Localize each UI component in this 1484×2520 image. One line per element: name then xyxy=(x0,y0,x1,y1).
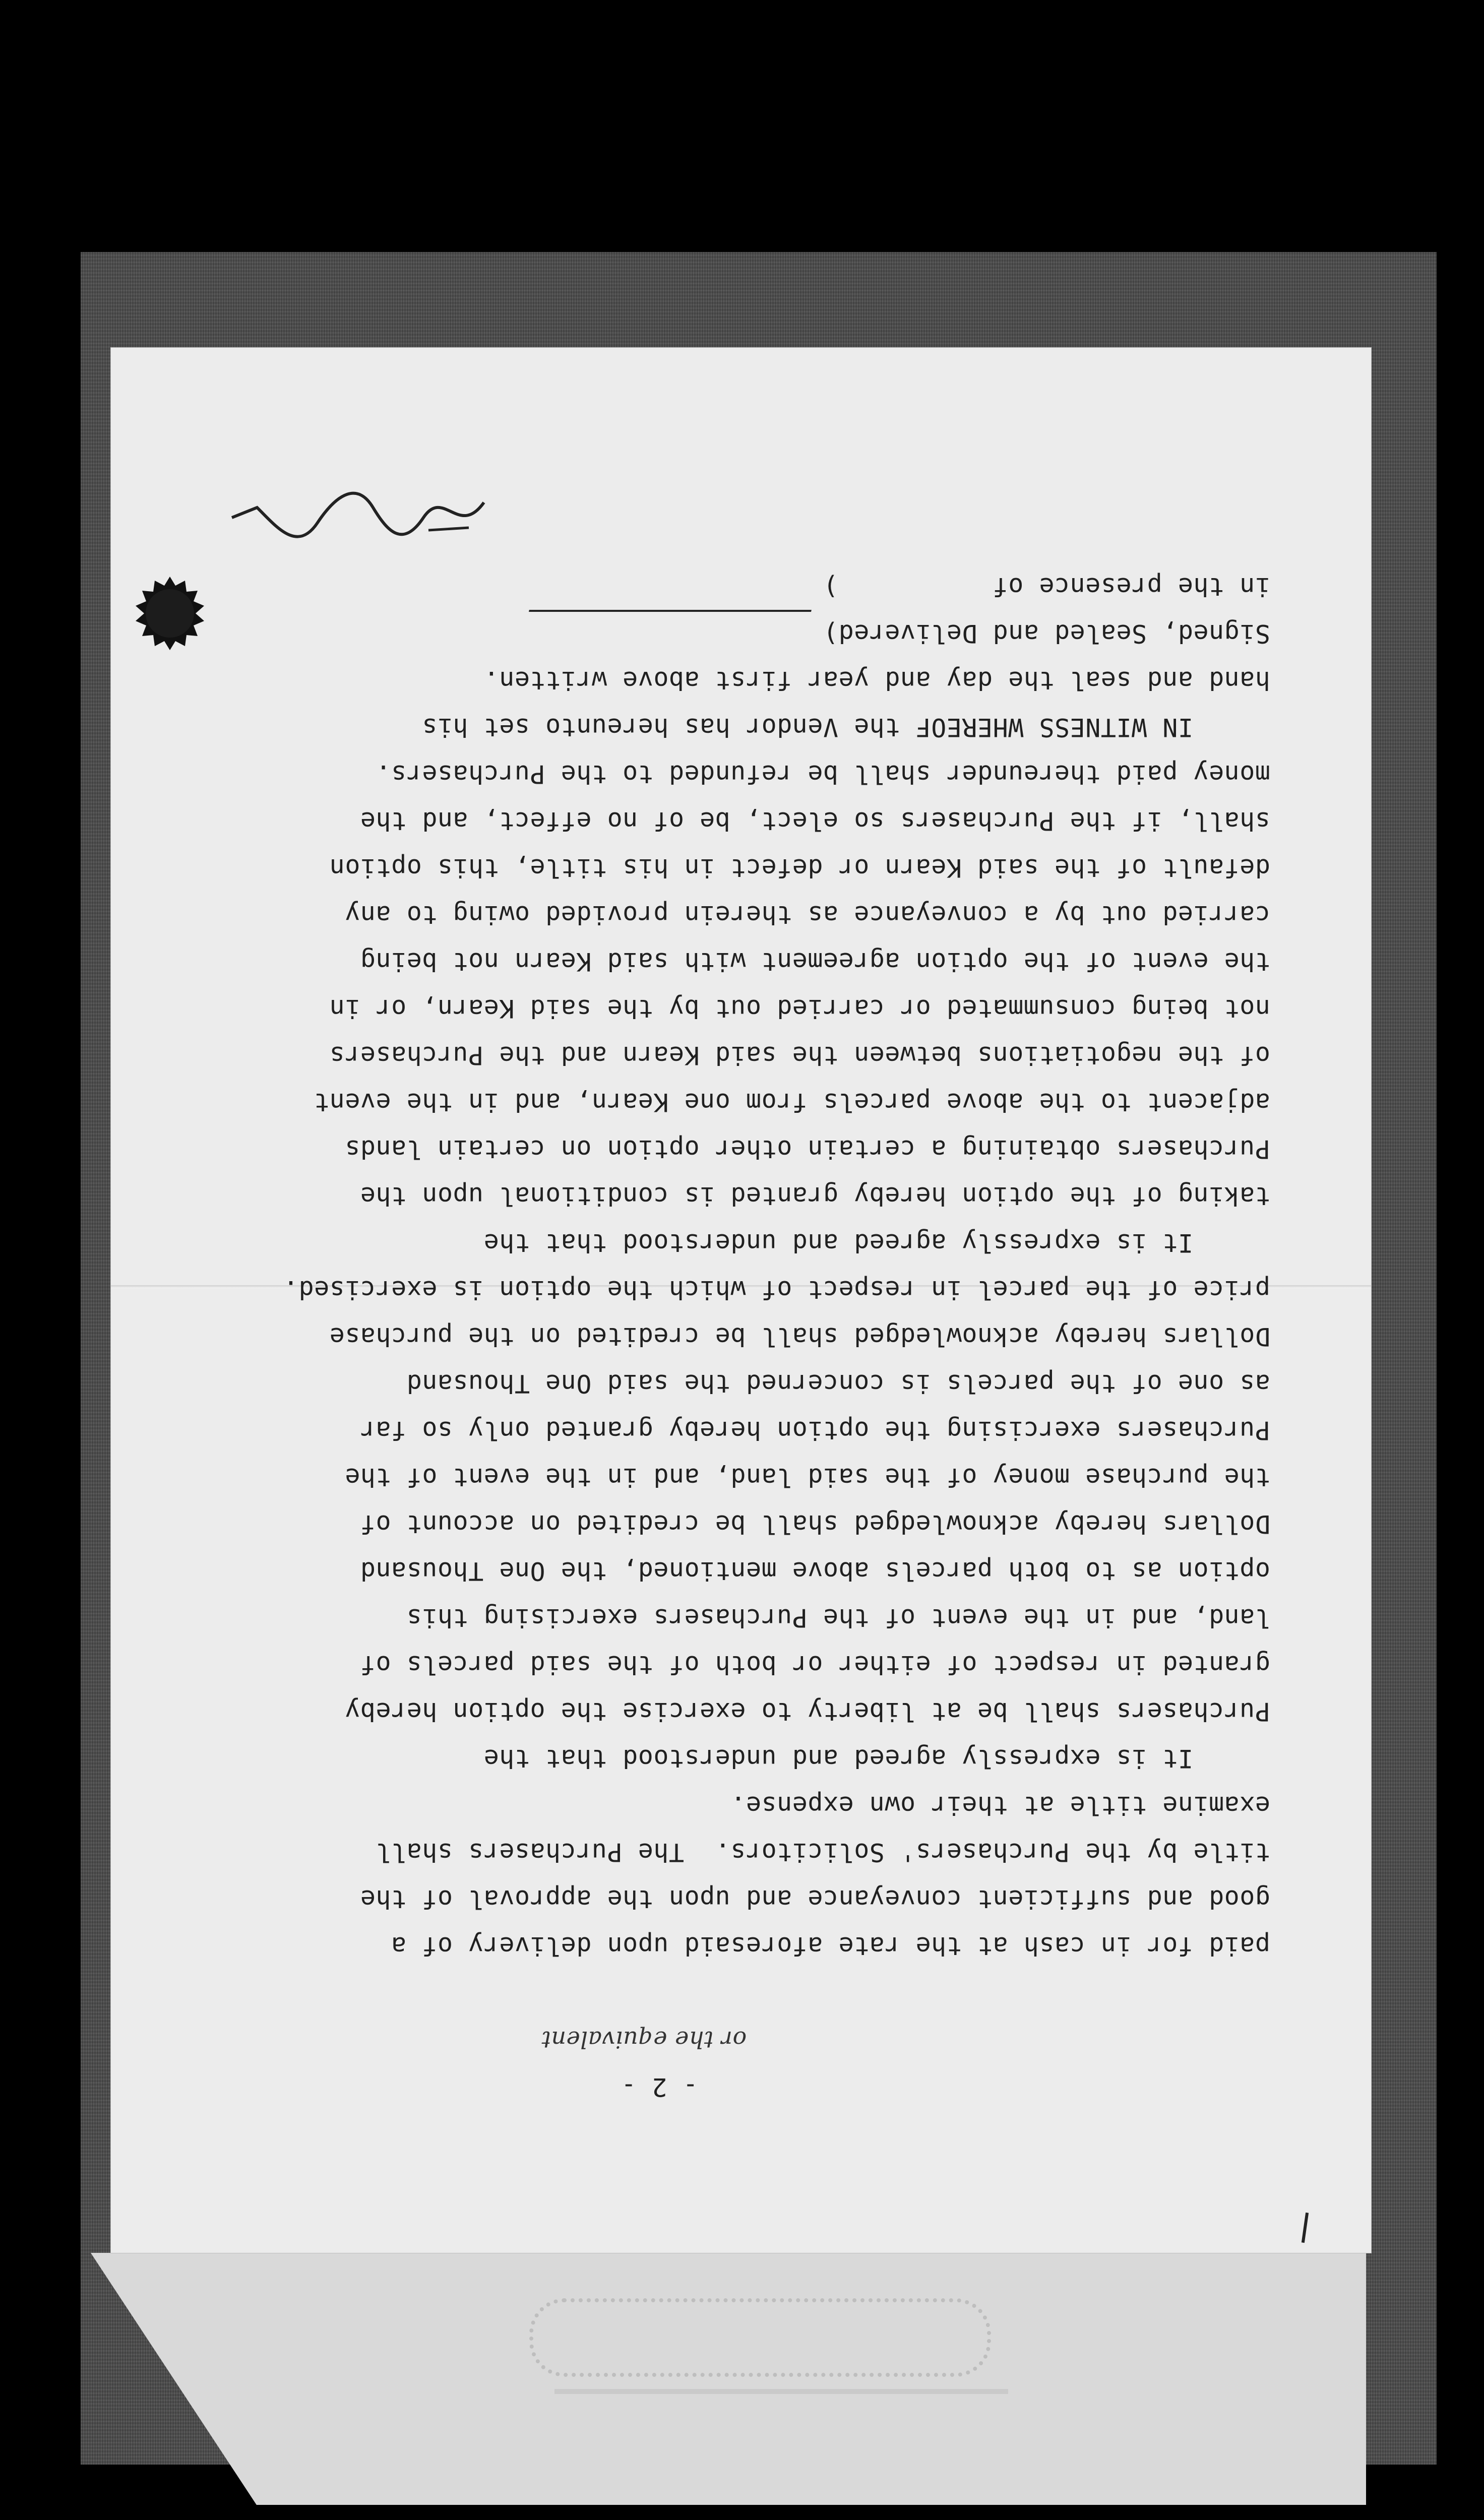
document-text-upside-down xyxy=(141,444,1270,2157)
folded-bottom-tab xyxy=(91,2253,1366,2505)
text-line: of the negotiations between the said Kearn and the Purchasers xyxy=(329,1041,1270,1070)
text-line: Dollars hereby acknowledged shall be credited on account of xyxy=(360,1509,1270,1539)
text-line: the event of the option agreement with said Kearn not being xyxy=(360,947,1270,976)
text-line: It is expressly agreed and understood that the xyxy=(483,1228,1270,1257)
text-line: Dollars hereby acknowledged shall be credited on the purchase xyxy=(329,1322,1270,1351)
presence-line: in the presence of ) xyxy=(823,572,1270,601)
page-number: - 2 - xyxy=(621,2072,698,2102)
text-line: taking of the option hereby granted is conditional upon the xyxy=(360,1181,1270,1211)
page-number-line xyxy=(141,1969,1270,2157)
text-line: land, and in the event of the Purchasers exercising this xyxy=(406,1603,1270,1632)
text-line: good and sufficient conveyance and upon the approval of the xyxy=(360,1884,1270,1914)
faint-stamp-impression xyxy=(529,2298,991,2377)
text-line: Purchasers obtaining a certain other option on certain lands xyxy=(344,1135,1270,1164)
wax-seal-icon xyxy=(132,576,208,651)
text-line: Purchasers exercising the option hereby granted only so far xyxy=(360,1416,1270,1445)
witness-signature xyxy=(521,610,812,647)
signed-sealed-line xyxy=(141,610,1270,657)
text-line: examine title at their own expense. xyxy=(730,1791,1270,1820)
faint-bleedthrough xyxy=(554,2389,1008,2454)
text-line: adjacent to the above parcels from one Kearn, and in the event xyxy=(314,1088,1270,1117)
text-line: carried out by a conveyance as therein provided owing to any xyxy=(344,900,1270,929)
text-line: price of the parcel in respect of which the option is exercised. xyxy=(283,1275,1270,1304)
vendor-signature xyxy=(227,482,489,548)
text-line: the purchase money of the said land, and in the event of the xyxy=(344,1463,1270,1492)
text-line: as one of the parcels is concerned the said One Thousand xyxy=(406,1369,1270,1398)
text-line: default of the said Kearn or defect in his title, this option xyxy=(329,853,1270,883)
text-line: paid for in cash at the rate aforesaid upon delivery of a xyxy=(391,1931,1270,1961)
text-line: title by the Purchasers' Solicitors. The Purchasers shall xyxy=(376,1838,1270,1867)
text-line: option as to both parcels above mentioned, the One Thousand xyxy=(360,1556,1270,1586)
handwritten-insertion: or the equivalent xyxy=(541,2026,747,2053)
text-line: shall, if the Purchasers so elect, be of no effect, and the xyxy=(360,806,1270,836)
text-line: It is expressly agreed and understood that the xyxy=(483,1744,1270,1773)
vendor-signature-block xyxy=(141,469,1270,563)
text-line: money paid thereunder shall be refunded to the Purchasers. xyxy=(376,760,1270,789)
text-line: Purchasers shall be at liberty to exercise the option hereby xyxy=(344,1697,1270,1726)
text-line: not being consummated or carried out by the said Kearn, or in xyxy=(329,994,1270,1023)
text-line: hand and seal the day and year first above written. xyxy=(483,666,1270,695)
text-line: IN WITNESS WHEREOF the Vendor has hereunto set his xyxy=(421,713,1270,742)
text-line: granted in respect of either or both of the said parcels of xyxy=(360,1650,1270,1679)
signed-label: Signed, Sealed and Delivered) xyxy=(823,619,1270,648)
